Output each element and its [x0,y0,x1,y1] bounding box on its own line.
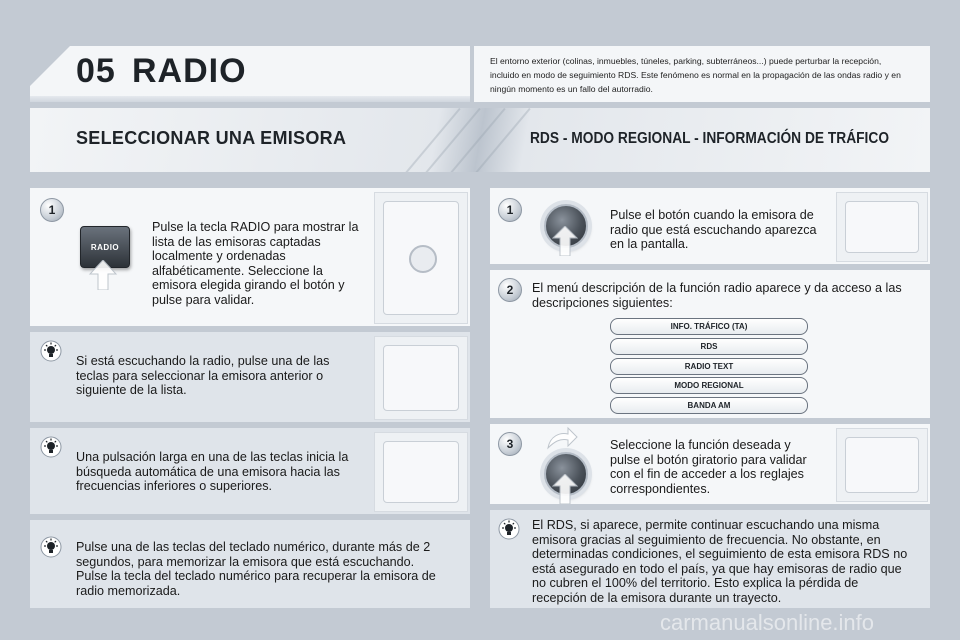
left-step1-text: Pulse la tecla RADIO para mostrar la lista de las emisoras captadas localmente y ordenadas alfabéticamente. Seleccione la emisora elegida girando el botón y pulse para validar. [152,220,359,307]
radio-device-knob [409,245,437,273]
radio-keypad-face [383,441,459,503]
left-tip1-text: Si está escuchando la radio, pulse una de las teclas para seleccionar la emisora anterior o siguiente de la lista. [76,354,330,398]
menu-item-radio-text[interactable]: RADIO TEXT [610,358,808,375]
right-section-title: RDS - MODO REGIONAL - INFORMACIÓN DE TRÁFICO [530,130,890,147]
left-tip2-text: Una pulsación larga en una de las teclas inicia la búsqueda automática de una emisora hacia las frecuencias inferiores o superiores. [76,450,349,494]
left-tip3-text: Pulse una de las teclas del teclado numérico, durante más de 2 segundos, para memorizar la emisora que está escuchando. Pulse la tecla del teclado numérico para recuperar la emisora de radio memorizada. [76,540,436,598]
radio-buttons-thumbnail [374,336,468,420]
intro-box [474,46,930,102]
title-bar-stripe [446,108,505,172]
chapter-title: RADIO [132,52,247,90]
menu-item-banda-am[interactable]: BANDA AM [610,397,808,414]
watermark: carmanualsonline.info [660,610,875,635]
radio-device-thumbnail [374,192,468,324]
rotary-device-face [845,437,919,493]
press-arrow-icon [88,260,118,290]
left-section-title: SELECCIONAR UNA EMISORA [76,128,347,148]
radio-buttons-face [383,345,459,411]
step-badge: 1 [40,198,64,222]
rotary-device-thumbnail [836,192,928,262]
light-bulb-icon [40,436,62,458]
rotary-device-face [845,201,919,253]
press-arrow-icon [552,226,578,256]
step-badge: 3 [498,432,522,456]
right-tip-text: El RDS, si aparece, permite continuar escuchando una misma emisora gracias al seguimiento de frecuencia. No obstante, en determinadas condiciones, el seguimiento de esta emisora RDS no está asegurado en todo el país, ya que hay emisoras de radio que no cubren el 100% del territorio. Esto explica la pérdida de recepción de la emisora durante un trayecto. [532,518,908,605]
light-bulb-icon [498,518,520,540]
step-badge: 2 [498,278,522,302]
chapter-number: 05 [76,52,116,90]
step-badge: 1 [498,198,522,222]
menu-item-info-trafico[interactable]: INFO. TRÁFICO (TA) [610,318,808,335]
right-step3-text: Seleccione la función deseada y pulse el botón giratorio para validar con el fin de acceder a los reglajes correspondientes. [610,438,807,496]
title-bar-stripe [471,108,530,172]
press-arrow-icon [552,474,578,504]
right-step2-text: El menú descripción de la función radio aparece y da acceso a las descripciones siguientes: [532,281,902,310]
header-corner-fold [30,46,70,86]
intro-text: El entorno exterior (colinas, inmuebles, túneles, parking, subterráneos...) puede perturbar la recepción, incluido en modo de seguimiento RDS. Este fenómeno es normal en la propagación de las ondas radio y en ningún momento es un fallo del autorradio. [490,56,901,94]
light-bulb-icon [40,536,62,558]
menu-item-rds[interactable]: RDS [610,338,808,355]
radio-key-label: RADIO [90,242,120,252]
rotate-arrow-icon [546,426,578,450]
menu-item-modo-regional[interactable]: MODO REGIONAL [610,377,808,394]
right-step1-text: Pulse el botón cuando la emisora de radio que está escuchando aparezca en la pantalla. [610,208,817,252]
radio-keypad-thumbnail [374,432,468,512]
light-bulb-icon [40,340,62,362]
rotary-device-thumbnail [836,428,928,502]
